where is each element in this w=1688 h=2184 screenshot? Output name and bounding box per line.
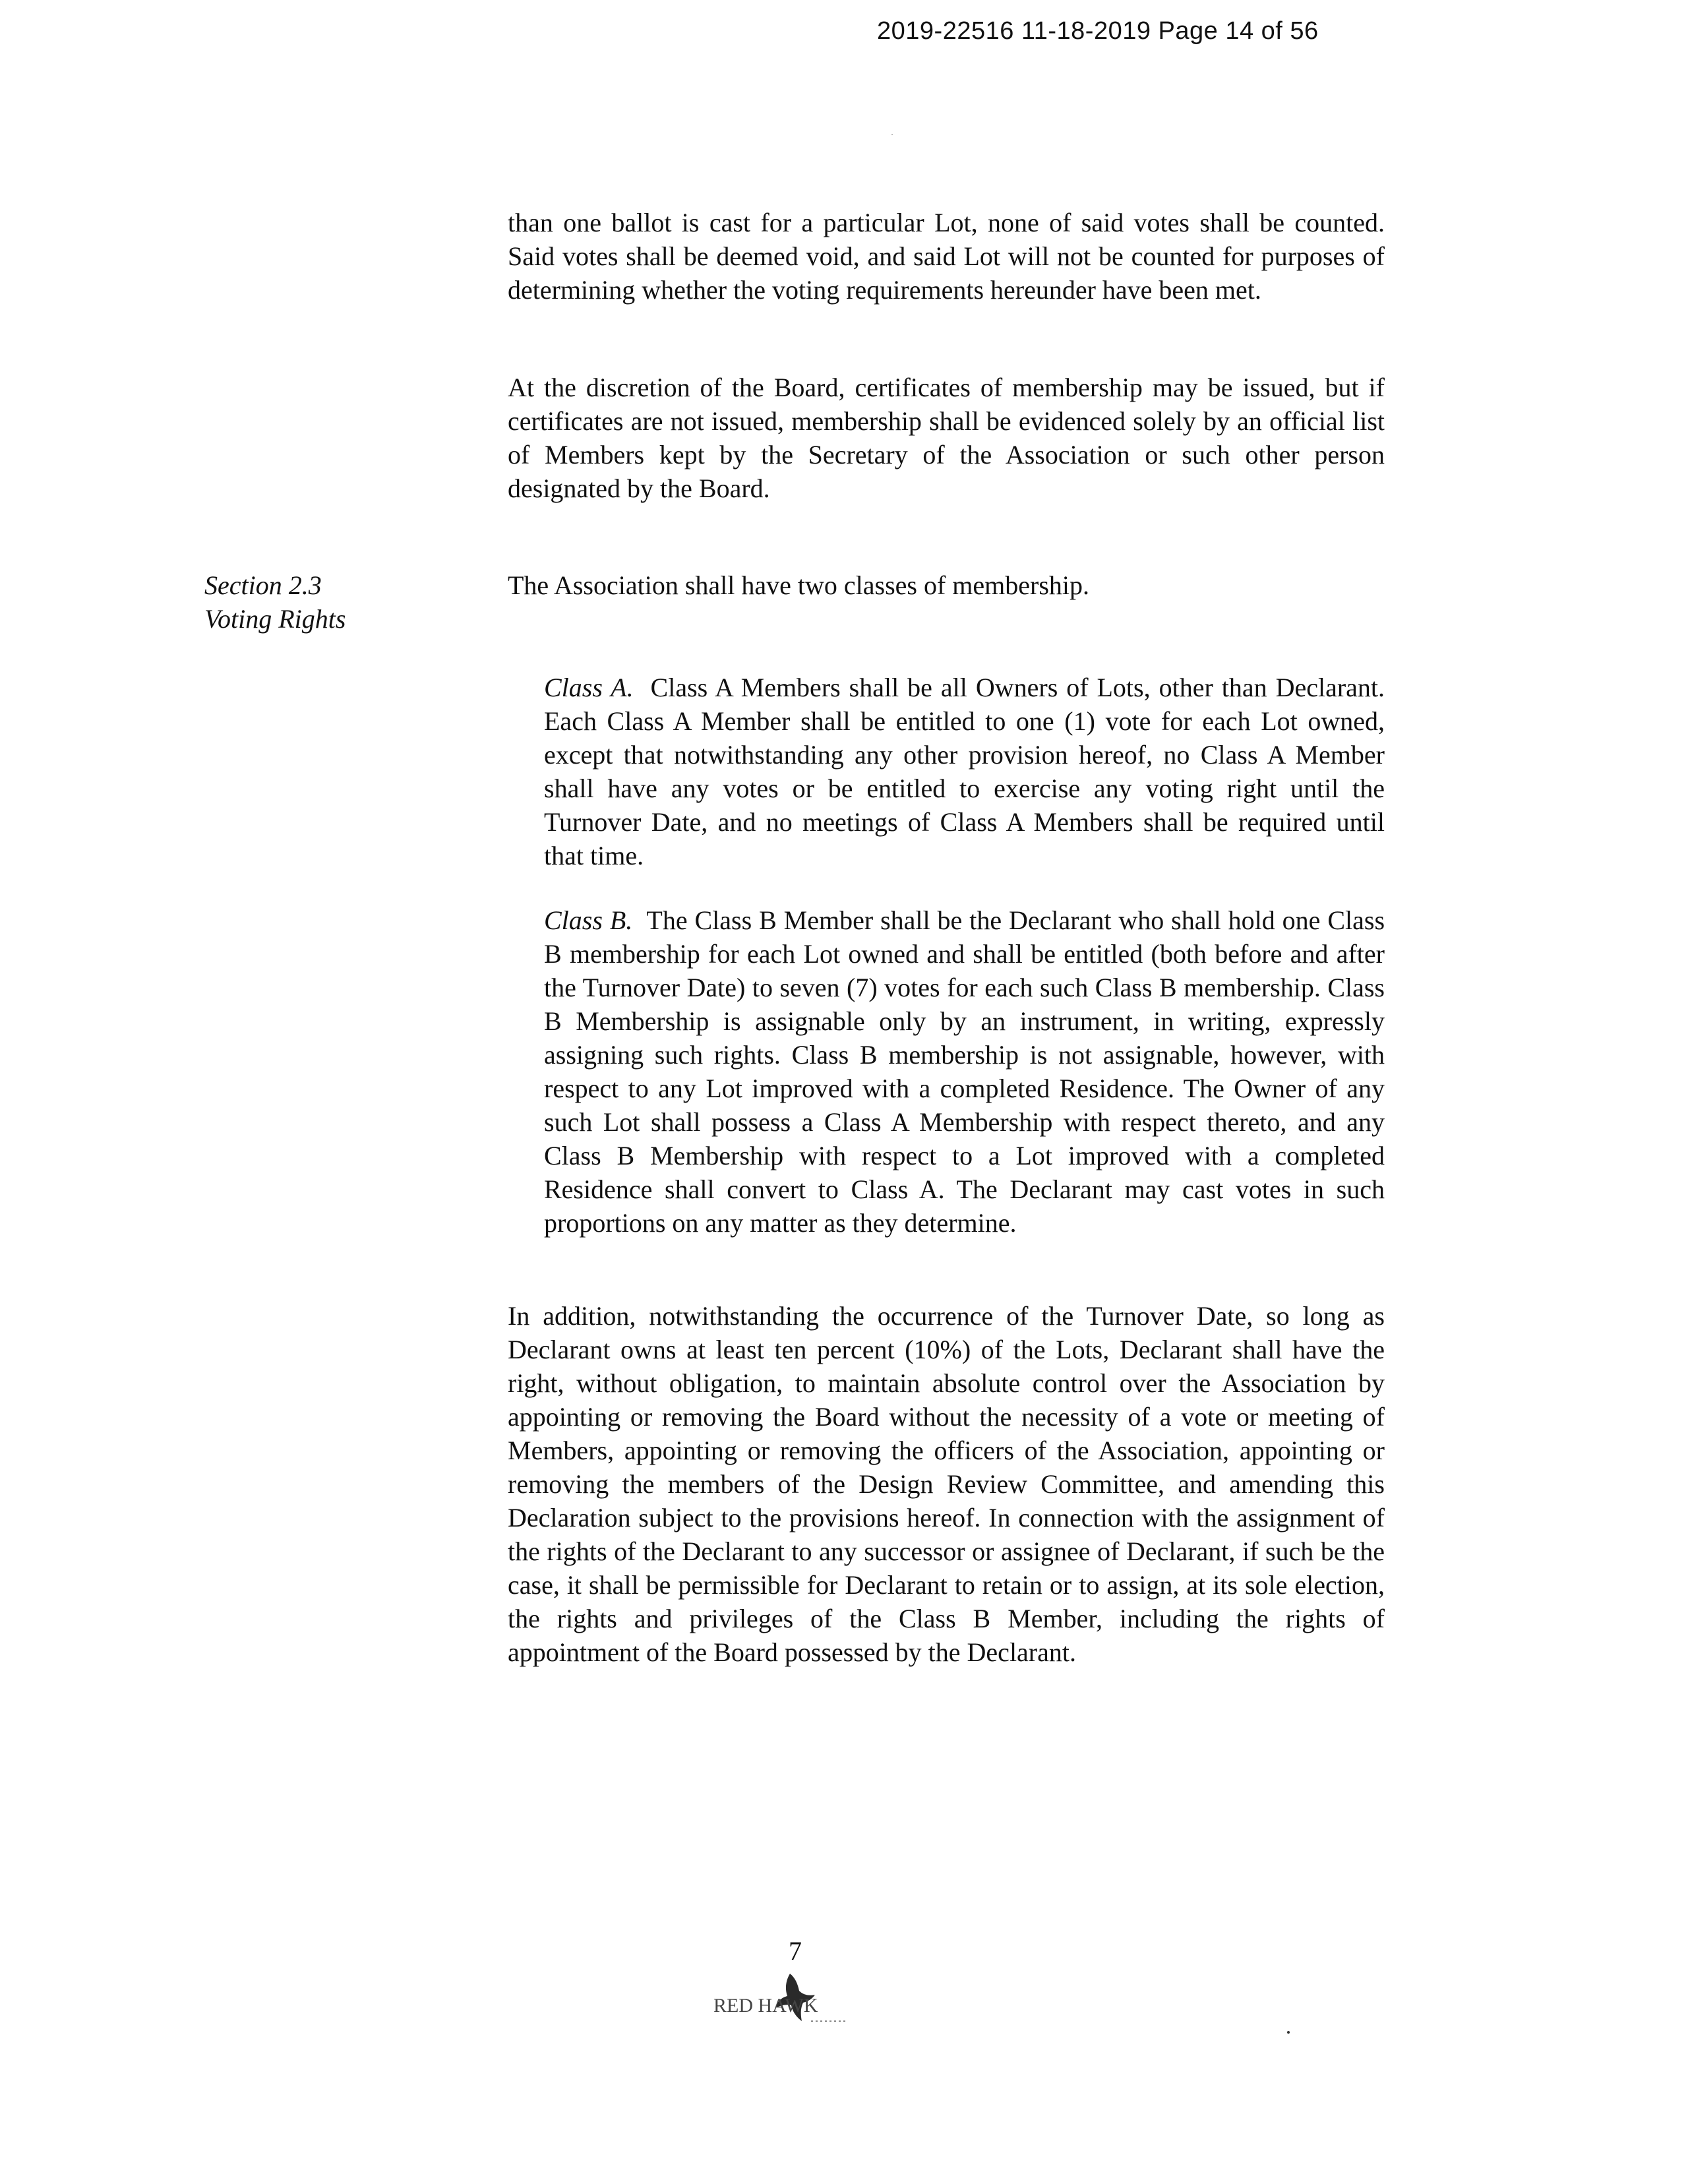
recording-stamp: 2019-22516 11-18-2019 Page 14 of 56 — [877, 17, 1319, 45]
scan-speck — [1287, 2031, 1290, 2034]
class-b-text: The Class B Member shall be the Declarant who shall hold one Class B membership for each Lot owned and shall be entitled (both before and after the Turnover Date) to seven (7) votes for each such Class B membership. Class B Membership is assignable only by an instrument, in writing, expressly assigning such rights. Class B membership is not assignable, however, with respect to any Lot improved with a completed Residence. The Owner of any such Lot shall possess a Class A Membership with respect thereto, and any Class B Membership with respect to a Lot improved with a completed Residence shall convert to Class A. The Declarant may cast votes in such proportions on any matter as they determine. — [544, 905, 1385, 1238]
section-title: Voting Rights — [204, 604, 346, 634]
addition-paragraph: In addition, notwithstanding the occurrence of the Turnover Date, so long as Declarant owns at least ten percent (10%) of the Lots, Declarant shall have the right, without obligation, to maintain absolute control over the Association by appointing or removing the Board without the necessity of a vote or meeting of Members, appointing or removing the officers of the Association, appointing or removing the members of the Design Review Committee, and amending this Declaration subject to the provisions hereof. In connection with the assignment of the rights of the Declarant to any successor or assignee of Declarant, if such be the case, it shall be permissible for Declarant to retain or to assign, at its sole election, the rights and privileges of the Class B Member, including the rights of appointment of the Board possessed by the Declarant. — [508, 1301, 1385, 1667]
scan-speck — [891, 134, 893, 135]
hawk-logo-icon — [712, 1968, 884, 2028]
page-number: 7 — [789, 1936, 802, 1966]
continuation-paragraph: than one ballot is cast for a particular Lot, none of said votes shall be counted. Said votes shall be deemed void, and said Lot will not be counted for purposes of determining whether the voting requirements hereunder have been met. — [508, 208, 1385, 305]
certificates-paragraph: At the discretion of the Board, certificates of membership may be issued, but if certificates are not issued, membership shall be evidenced solely by an official list of Members kept by the Secretary of the Association or such other person designated by the Board. — [508, 373, 1385, 503]
logo-text: RED HAWK — [713, 1995, 818, 2017]
class-b-tag: Class B. — [544, 905, 633, 935]
section-heading — [204, 568, 442, 636]
class-a-paragraph — [544, 671, 1385, 872]
class-b-paragraph — [544, 903, 1385, 1240]
class-a-tag: Class A. — [544, 673, 634, 702]
section-intro: The Association shall have two classes of membership. — [508, 570, 1090, 600]
class-a-text: Class A Members shall be all Owners of Lots, other than Declarant. Each Class A Member shall be entitled to one (1) vote for each Lot owned, except that notwithstanding any other provision hereof, no Class A Member shall have any votes or be entitled to exercise any voting right until the Turnover Date, and no meetings of Class A Members shall be required until that time. — [544, 673, 1385, 870]
section-number: Section 2.3 — [204, 570, 322, 600]
